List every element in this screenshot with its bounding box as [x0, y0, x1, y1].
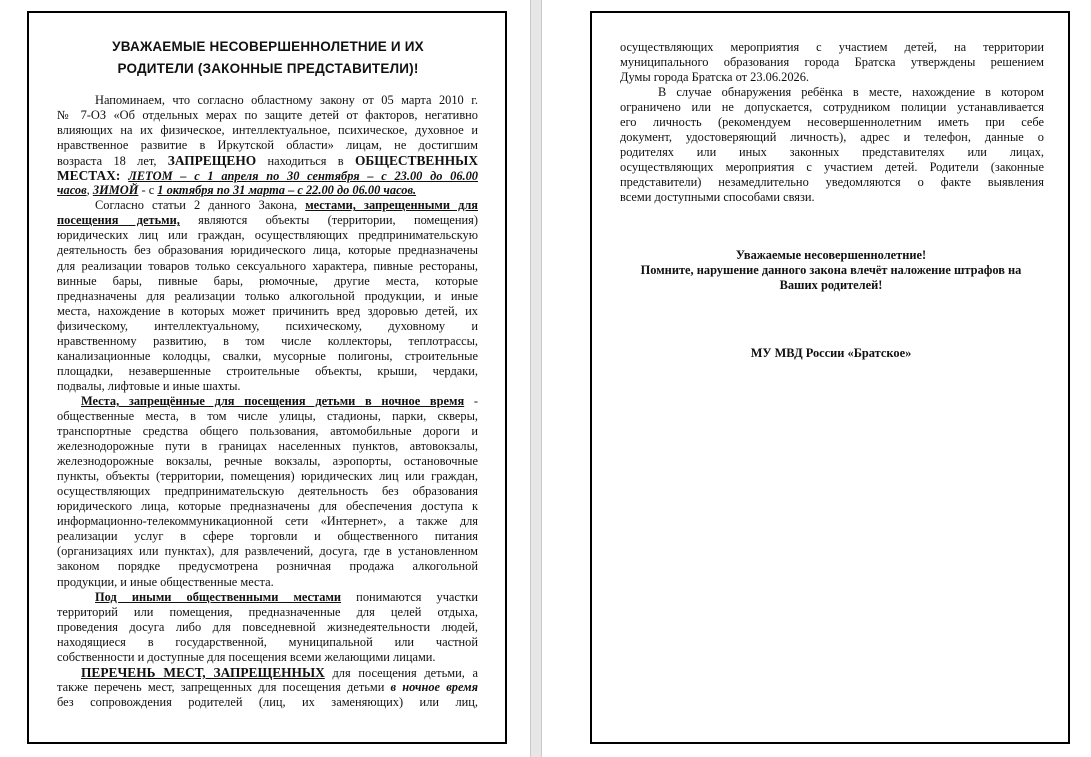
- title-line-1: УВАЖАЕМЫЕ НЕСОВЕРШЕННОЛЕТНИЕ И ИХ: [112, 39, 424, 54]
- signature: МУ МВД России «Братское»: [750, 346, 912, 360]
- text-line: [57, 680, 478, 695]
- warning-line-3: Ваших родителей!: [779, 278, 883, 293]
- winter-hours: 1 октября по 31 марта – с 22.00 до 06.00 часов.: [157, 183, 417, 198]
- text-line: представители) незамедлительно уведомляются о факте выявления: [620, 175, 1044, 190]
- text-line: (организациях или пунктах), для развлечений, досуга, где в установленном: [57, 544, 478, 559]
- page-title: [52, 36, 484, 80]
- right-body-text: [620, 40, 1044, 206]
- text-fragment: - с: [138, 183, 158, 198]
- text-line: без сопровождения родителей (лиц, их заменяющих) или лиц,: [57, 694, 478, 709]
- title-line-2: РОДИТЕЛИ (ЗАКОННЫЕ ПРЕДСТАВИТЕЛИ)!: [117, 61, 419, 76]
- text-line: всеми доступными способами связи.: [620, 190, 815, 205]
- text-line: территорий или помещения, предназначенные для целей отдыха,: [57, 604, 478, 619]
- summer-hours: – с 1 апреля по 30 сентября – с 23.00 до 06.00: [172, 169, 478, 184]
- text-line: транспортные средства общего пользования, автомобильные дороги и: [57, 424, 478, 439]
- text-line: подвалы, лифтовые и иные шахты.: [57, 378, 241, 393]
- left-page: [0, 0, 530, 757]
- text-line: нравственное развитие в Иркутской области» лицам, не достигшим: [57, 138, 478, 153]
- page-gutter: [530, 0, 542, 757]
- text-fragment: Согласно статьи 2 данного Закона,: [95, 198, 306, 213]
- text-line: ограничено или не допускается, сотрудником полиции устанавливается: [620, 100, 1044, 115]
- text-line: собственности и доступные для посещения всеми желающими лицами.: [57, 649, 436, 664]
- text-line: нравственному развитию, в том числе коллекторы, теплотрассы,: [57, 333, 478, 348]
- text-line: юридического лица, которые предназначены для обеспечения доступа к: [57, 499, 478, 514]
- text-line: [57, 183, 478, 198]
- text-line: общественные места, в том числе улицы, стадионы, парки, скверы,: [57, 408, 478, 423]
- text-line: железнодорожные пути в границах населенных пунктов, автовокзалы,: [57, 439, 478, 454]
- text-fragment: для посещения детьми, а: [324, 665, 478, 680]
- text-line: муниципального образования города Братска утверждены решением: [620, 55, 1044, 70]
- text-line: пункты, объекты (территории, помещения) юридических лиц или граждан,: [57, 469, 478, 484]
- warning-line-1: Уважаемые несовершеннолетние!: [735, 248, 927, 262]
- night-places-heading: Места, запрещённые для посещения детьми в ночное время: [81, 393, 465, 408]
- other-places-heading: Под иными общественными местами: [95, 589, 342, 604]
- text-line: осуществляющих мероприятия с участием детей, на территории: [620, 40, 1044, 54]
- text-line: железнодорожные вокзалы, речные вокзалы, аэропорты, остановочные: [57, 454, 478, 469]
- text-fragment: находиться в: [256, 154, 355, 169]
- winter-emphasis: ЗИМОЙ: [92, 183, 139, 198]
- forbidden-places-emphasis: посещения детьми,: [57, 213, 180, 228]
- text-line: проведения досуга либо для повседневной жизнедеятельности людей,: [57, 619, 478, 634]
- text-line: [57, 213, 478, 228]
- text-line: физическому, интеллектуальному, психическому, духовному и: [57, 318, 478, 333]
- text-fragment: являются объекты (территории, помещения): [179, 213, 478, 228]
- text-line: [57, 153, 478, 168]
- text-line: места, нахождение в которых может причинить вред здоровью детей, их: [57, 303, 478, 318]
- text-line: для реализации товаров только сексуального характера, пивные рестораны,: [57, 258, 478, 273]
- list-heading: ПЕРЕЧЕНЬ МЕСТ, ЗАПРЕЩЕННЫХ: [81, 664, 325, 680]
- text-line: документ, удостоверяющий личность), адрес и телефон, данные о: [620, 130, 1044, 145]
- public-places-emphasis: ОБЩЕСТВЕННЫХ: [354, 153, 478, 169]
- text-line: влияющих на их физическое, интеллектуальное, психическое, духовное и: [57, 123, 478, 138]
- text-line: [57, 665, 478, 680]
- text-line: законом порядке предусмотрена розничная продажа алкогольной: [57, 559, 478, 574]
- text-line: В случае обнаружения ребёнка в месте, нахождение в котором: [658, 85, 1044, 100]
- text-line: [57, 394, 478, 409]
- text-line: информационно-телекоммуникационной сети «Интернет», а также для: [57, 514, 478, 529]
- text-line: осуществляющих предпринимательскую деятельность без образования: [57, 484, 478, 499]
- text-line: деятельность без образования юридического лица, которые предназначены: [57, 243, 478, 258]
- text-line: [57, 590, 478, 605]
- text-fragment: -: [464, 393, 478, 408]
- hours-emphasis: часов: [57, 183, 87, 198]
- text-fragment: также перечень мест, запрещенных для посещения детьми: [57, 679, 391, 694]
- text-line: Думы города Братска от 23.06.2026.: [620, 70, 810, 85]
- text-line: винные бары, пивные бары, рюмочные, другие места, которые: [57, 273, 478, 288]
- text-fragment: понимаются участки: [341, 589, 478, 604]
- text-line: реализации услуг в сфере торговли и общественного питания: [57, 529, 478, 544]
- text-line: осуществляющих мероприятия с участием детей. Родители (законные: [620, 160, 1044, 175]
- zapreshcheno-emphasis: ЗАПРЕЩЕНО: [167, 153, 257, 169]
- text-line: юридических лиц или граждан, осуществляющих предпринимательскую: [57, 228, 478, 243]
- text-line: его личность (рекомендуем несовершеннолетним иметь при себе: [620, 115, 1044, 130]
- text-fragment: возраста 18 лет,: [57, 154, 168, 169]
- text-line: Напоминаем, что согласно областному закону от 05 марта 2010 г.: [95, 93, 478, 107]
- public-places-emphasis: МЕСТАХ:: [57, 168, 129, 184]
- text-fragment: ,: [86, 183, 93, 198]
- text-line: продукции, и иные общественные места.: [57, 574, 274, 589]
- warning-line-2: Помните, нарушение данного закона влечёт наложение штрафов на: [640, 263, 1022, 278]
- left-body-text: [57, 93, 478, 710]
- text-line: [57, 198, 478, 213]
- text-line: предназначены для реализации только алкогольной продукции, и иные: [57, 288, 478, 303]
- text-line: находящиеся в государственной, муниципальной или частной: [57, 634, 478, 649]
- text-line: № 7-ОЗ «Об отдельных мерах по защите детей от факторов, негативно: [57, 108, 478, 123]
- text-line: [57, 168, 478, 183]
- text-line: площадки, незавершенные строительные объекты, крыши, чердаки,: [57, 363, 478, 378]
- text-line: родителях или иных законных представителях или лицах,: [620, 145, 1044, 160]
- summer-emphasis: ЛЕТОМ: [128, 169, 173, 184]
- text-line: канализационные колодцы, свалки, мусорные полигоны, строительные: [57, 348, 478, 363]
- right-page: [542, 0, 1091, 757]
- night-time-emphasis: в ночное время: [390, 679, 478, 694]
- forbidden-places-emphasis: местами, запрещенными для: [305, 198, 478, 213]
- warning-block: [604, 248, 1058, 293]
